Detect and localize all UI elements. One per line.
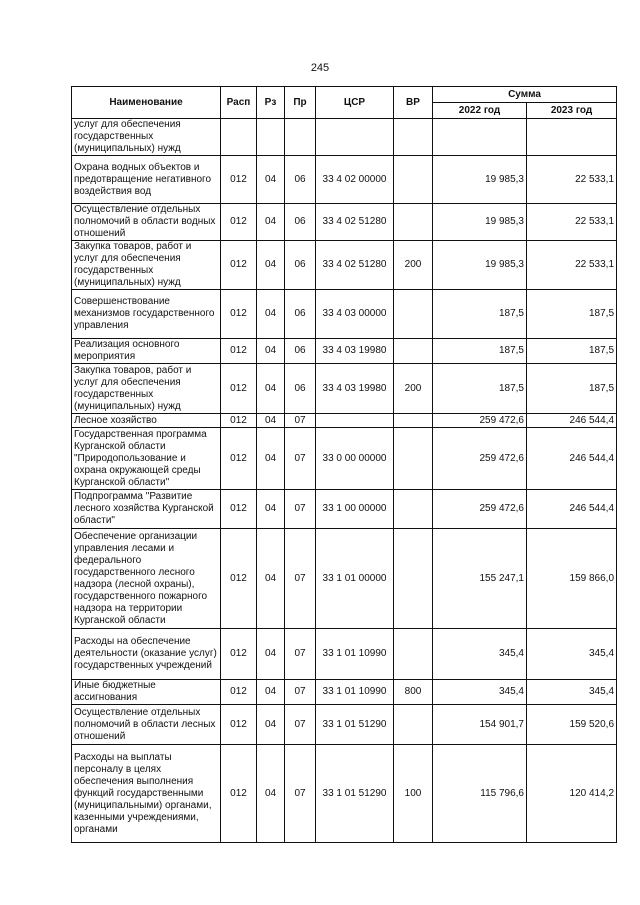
row-rz: 04 [257,680,285,705]
row-vr [394,705,433,745]
header-pr: Пр [285,87,316,119]
row-rz: 04 [257,241,285,290]
row-rz: 04 [257,490,285,529]
row-csr [316,119,394,156]
row-sum-2022: 155 247,1 [433,529,527,629]
row-sum-2022: 115 796,6 [433,745,527,843]
table-row [72,339,617,364]
row-vr [394,629,433,680]
row-sum-2022: 259 472,6 [433,414,527,428]
header-year-2023: 2023 год [527,103,617,119]
table-body [72,119,617,843]
header-rasp: Расп [221,87,257,119]
row-rasp: 012 [221,529,257,629]
row-rasp: 012 [221,241,257,290]
row-sum-2023: 22 533,1 [527,156,617,204]
row-csr: 33 4 03 19980 [316,364,394,414]
row-name: Расходы на обеспечение деятельности (оказание услуг) государственных учреждений [72,629,221,680]
row-rasp [221,119,257,156]
row-pr: 06 [285,204,316,241]
row-rasp: 012 [221,490,257,529]
header-year-2022: 2022 год [433,103,527,119]
row-sum-2023: 246 544,4 [527,490,617,529]
header-vr: ВР [394,87,433,119]
row-sum-2023: 345,4 [527,629,617,680]
row-csr: 33 0 00 00000 [316,428,394,490]
table-row [72,290,617,339]
row-name: Охрана водных объектов и предотвращение негативного воздействия вод [72,156,221,204]
table-row [72,745,617,843]
row-vr [394,204,433,241]
row-csr: 33 4 02 00000 [316,156,394,204]
row-name: Подпрограмма "Развитие лесного хозяйства Курганской области" [72,490,221,529]
row-vr: 200 [394,241,433,290]
row-vr [394,156,433,204]
row-pr: 07 [285,680,316,705]
row-vr [394,414,433,428]
row-sum-2023: 345,4 [527,680,617,705]
table-row [72,428,617,490]
row-sum-2023 [527,119,617,156]
header-csr: ЦСР [316,87,394,119]
row-name: Государственная программа Курганской области "Природопользование и охрана окружающей среды Курганской области" [72,428,221,490]
row-rz: 04 [257,629,285,680]
row-name: Лесное хозяйство [72,414,221,428]
row-vr [394,490,433,529]
row-sum-2022: 345,4 [433,629,527,680]
header-rz: Рз [257,87,285,119]
row-sum-2023: 187,5 [527,339,617,364]
row-rz: 04 [257,364,285,414]
row-name: Иные бюджетные ассигнования [72,680,221,705]
row-rz: 04 [257,428,285,490]
header-name: Наименование [72,87,221,119]
row-pr [285,119,316,156]
row-rz: 04 [257,156,285,204]
row-sum-2023: 246 544,4 [527,414,617,428]
row-sum-2022: 345,4 [433,680,527,705]
table-header [72,87,617,119]
row-name: Закупка товаров, работ и услуг для обеспечения государственных (муниципальных) нужд [72,364,221,414]
row-rasp: 012 [221,204,257,241]
row-rasp: 012 [221,290,257,339]
row-pr: 07 [285,414,316,428]
table-row [72,680,617,705]
row-pr: 07 [285,490,316,529]
row-rasp: 012 [221,428,257,490]
table-row [72,414,617,428]
header-sum: Сумма [433,87,617,103]
table-row [72,156,617,204]
row-pr: 07 [285,705,316,745]
row-csr [316,414,394,428]
row-rz [257,119,285,156]
row-vr [394,428,433,490]
row-sum-2023: 246 544,4 [527,428,617,490]
row-sum-2022: 19 985,3 [433,156,527,204]
table-row [72,364,617,414]
row-name: Осуществление отдельных полномочий в области лесных отношений [72,705,221,745]
row-csr: 33 1 00 00000 [316,490,394,529]
table-row [72,629,617,680]
row-sum-2022: 187,5 [433,339,527,364]
row-rasp: 012 [221,156,257,204]
row-rasp: 012 [221,705,257,745]
row-csr: 33 1 01 10990 [316,629,394,680]
row-rasp: 012 [221,364,257,414]
row-vr [394,290,433,339]
row-rasp: 012 [221,745,257,843]
table-row [72,705,617,745]
row-rz: 04 [257,705,285,745]
table-row [72,119,617,156]
row-rz: 04 [257,745,285,843]
row-vr [394,529,433,629]
row-pr: 06 [285,156,316,204]
row-rz: 04 [257,529,285,629]
row-rz: 04 [257,339,285,364]
row-csr: 33 4 02 51280 [316,204,394,241]
table-row [72,529,617,629]
row-pr: 06 [285,364,316,414]
row-rasp: 012 [221,414,257,428]
row-sum-2022: 154 901,7 [433,705,527,745]
row-csr: 33 4 02 51280 [316,241,394,290]
row-pr: 07 [285,629,316,680]
budget-table [71,86,617,843]
row-sum-2023: 187,5 [527,364,617,414]
row-name: Обеспечение организации управления лесами и федерального государственного лесного надзора (лесной охраны), государственного пожарного надзора на территории Курганской области [72,529,221,629]
row-sum-2022 [433,119,527,156]
row-csr: 33 1 01 10990 [316,680,394,705]
row-sum-2022: 187,5 [433,364,527,414]
row-csr: 33 1 01 00000 [316,529,394,629]
row-sum-2023: 159 520,6 [527,705,617,745]
row-name: Расходы на выплаты персоналу в целях обеспечения выполнения функций государственными (муниципальными) органами, казенными учреждениями, органами [72,745,221,843]
table-row [72,241,617,290]
row-name: Совершенствование механизмов государственного управления [72,290,221,339]
row-rasp: 012 [221,339,257,364]
row-pr: 07 [285,745,316,843]
row-sum-2023: 22 533,1 [527,241,617,290]
row-sum-2023: 187,5 [527,290,617,339]
row-pr: 06 [285,290,316,339]
row-csr: 33 1 01 51290 [316,745,394,843]
row-pr: 07 [285,428,316,490]
row-sum-2022: 19 985,3 [433,241,527,290]
row-rasp: 012 [221,680,257,705]
row-sum-2022: 19 985,3 [433,204,527,241]
row-pr: 07 [285,529,316,629]
row-name: услуг для обеспечения государственных (муниципальных) нужд [72,119,221,156]
row-vr: 100 [394,745,433,843]
row-sum-2023: 120 414,2 [527,745,617,843]
row-name: Осуществление отдельных полномочий в области водных отношений [72,204,221,241]
page-number: 245 [310,62,330,74]
row-vr: 800 [394,680,433,705]
row-sum-2023: 159 866,0 [527,529,617,629]
row-sum-2022: 259 472,6 [433,428,527,490]
row-csr: 33 4 03 19980 [316,339,394,364]
row-rz: 04 [257,290,285,339]
row-vr [394,119,433,156]
row-rz: 04 [257,204,285,241]
table-row [72,490,617,529]
row-csr: 33 1 01 51290 [316,705,394,745]
row-name: Реализация основного мероприятия [72,339,221,364]
row-pr: 06 [285,241,316,290]
row-sum-2022: 259 472,6 [433,490,527,529]
row-pr: 06 [285,339,316,364]
row-rasp: 012 [221,629,257,680]
row-sum-2023: 22 533,1 [527,204,617,241]
row-vr [394,339,433,364]
row-sum-2022: 187,5 [433,290,527,339]
row-vr: 200 [394,364,433,414]
row-rz: 04 [257,414,285,428]
table-row [72,204,617,241]
row-name: Закупка товаров, работ и услуг для обеспечения государственных (муниципальных) нужд [72,241,221,290]
row-csr: 33 4 03 00000 [316,290,394,339]
